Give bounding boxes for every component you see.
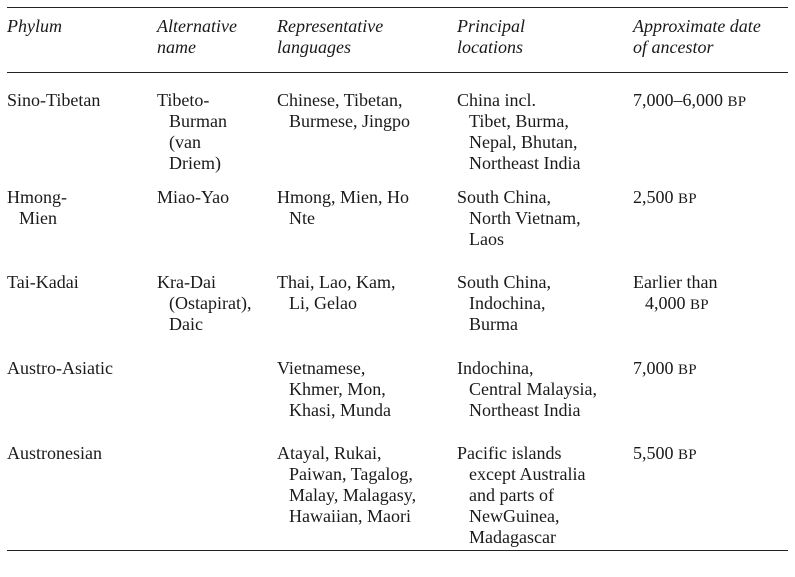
table-row [7,263,788,349]
cell-line: Thai, Lao, Kam, [277,272,396,292]
cell-line: Tai-Kadai [7,272,79,292]
cell-line: except Australia [469,464,586,484]
table-header-row [7,8,788,72]
cell-line: and parts of [469,485,554,505]
table-row [7,434,788,550]
cell-principal-locations [457,90,633,178]
header-line: Alternative [157,16,237,36]
cell-line: Hawaiian, Maori [289,506,411,526]
cell-line: North Vietnam, [469,208,581,228]
cell-line: Hmong- [7,187,67,207]
cell-line: Li, Gelao [289,293,357,313]
cell-line [633,187,788,210]
cell-line [633,90,788,113]
cell-phylum [7,187,157,263]
cell-line: NewGuinea, [469,506,560,526]
cell-principal-locations [457,187,633,263]
header-line: locations [457,37,523,57]
cell-alternative-name [157,187,277,263]
cell-line: South China, [457,187,552,207]
cell-line: Burmese, Jingpo [289,111,410,131]
cell-line: Atayal, Rukai, [277,443,382,463]
cell-ancestor-date [633,187,788,263]
date-value: 2,500 [633,187,674,207]
bp-unit: BP [678,447,697,463]
cell-line: Northeast India [469,153,581,173]
cell-line: Burma [469,314,518,334]
table-body [7,73,788,550]
cell-line: Pacific islands [457,443,562,463]
bp-unit: BP [727,94,747,110]
date-value: 7,000–6,000 [633,90,723,110]
cell-representative-languages [277,90,457,178]
cell-line: Northeast India [469,400,581,420]
cell-line: Malay, Malagasy, [289,485,417,505]
cell-principal-locations [457,358,633,434]
header-line: languages [277,37,351,57]
cell-ancestor-date [633,443,788,550]
cell-line: (Ostapirat), [169,293,252,313]
bp-unit: BP [678,191,697,207]
cell-line: Miao-Yao [157,187,230,207]
cell-line: China incl. [457,90,536,110]
table-bottom-rule [7,550,788,551]
cell-line: Mien [19,208,57,228]
header-alternative-name [157,16,277,58]
cell-phylum [7,272,157,349]
table-row [7,73,788,178]
cell-alternative-name [157,358,277,434]
cell-line: Sino-Tibetan [7,90,101,110]
cell-line: Tibet, Burma, [469,111,569,131]
cell-phylum [7,90,157,178]
header-principal-locations [457,16,633,58]
cell-line: Hmong, Mien, Ho [277,187,409,207]
cell-line [633,293,788,316]
date-value: 4,000 [645,293,686,313]
cell-ancestor-date [633,272,788,349]
header-line: name [157,37,196,57]
cell-line: Daic [169,314,203,334]
cell-line: Austronesian [7,443,102,463]
header-line: Representative [277,16,384,36]
header-representative-languages [277,16,457,58]
cell-representative-languages [277,272,457,349]
cell-principal-locations [457,272,633,349]
cell-line: (van [169,132,201,152]
header-phylum [7,16,157,58]
cell-phylum [7,443,157,550]
cell-line: Khasi, Munda [289,400,391,420]
cell-line [633,272,788,293]
cell-ancestor-date [633,358,788,434]
cell-line [633,443,788,466]
header-line: Principal [457,16,525,36]
cell-alternative-name [157,443,277,550]
header-line: Phylum [7,16,62,36]
cell-representative-languages [277,358,457,434]
header-line: Approximate date [633,16,761,36]
cell-line: Paiwan, Tagalog, [289,464,413,484]
cell-alternative-name [157,272,277,349]
cell-line: Tibeto- [157,90,210,110]
cell-phylum [7,358,157,434]
cell-principal-locations [457,443,633,550]
cell-line: Indochina, [457,358,534,378]
cell-line: Kra-Dai [157,272,216,292]
cell-representative-languages [277,443,457,550]
cell-line: Austro-Asiatic [7,358,113,378]
cell-line: South China, [457,272,552,292]
cell-line: Madagascar [469,527,556,547]
cell-line: Khmer, Mon, [289,379,386,399]
cell-line: Nepal, Bhutan, [469,132,578,152]
cell-line: Indochina, [469,293,546,313]
table-row [7,349,788,434]
date-value: 5,500 [633,443,674,463]
table-row [7,178,788,263]
cell-line: Driem) [169,153,221,173]
cell-ancestor-date [633,90,788,178]
bp-unit: BP [690,297,709,313]
date-value: 7,000 [633,358,674,378]
cell-line: Chinese, Tibetan, [277,90,403,110]
cell-line: Nte [289,208,315,228]
header-ancestor-date [633,16,788,58]
bp-unit: BP [678,362,697,378]
date-value: Earlier than [633,272,718,292]
cell-alternative-name [157,90,277,178]
header-line: of ancestor [633,37,714,57]
cell-line [633,358,788,381]
language-phyla-table [7,7,788,551]
cell-line: Central Malaysia, [469,379,597,399]
cell-line: Burman [169,111,227,131]
cell-line: Vietnamese, [277,358,366,378]
cell-line: Laos [469,229,504,249]
cell-representative-languages [277,187,457,263]
